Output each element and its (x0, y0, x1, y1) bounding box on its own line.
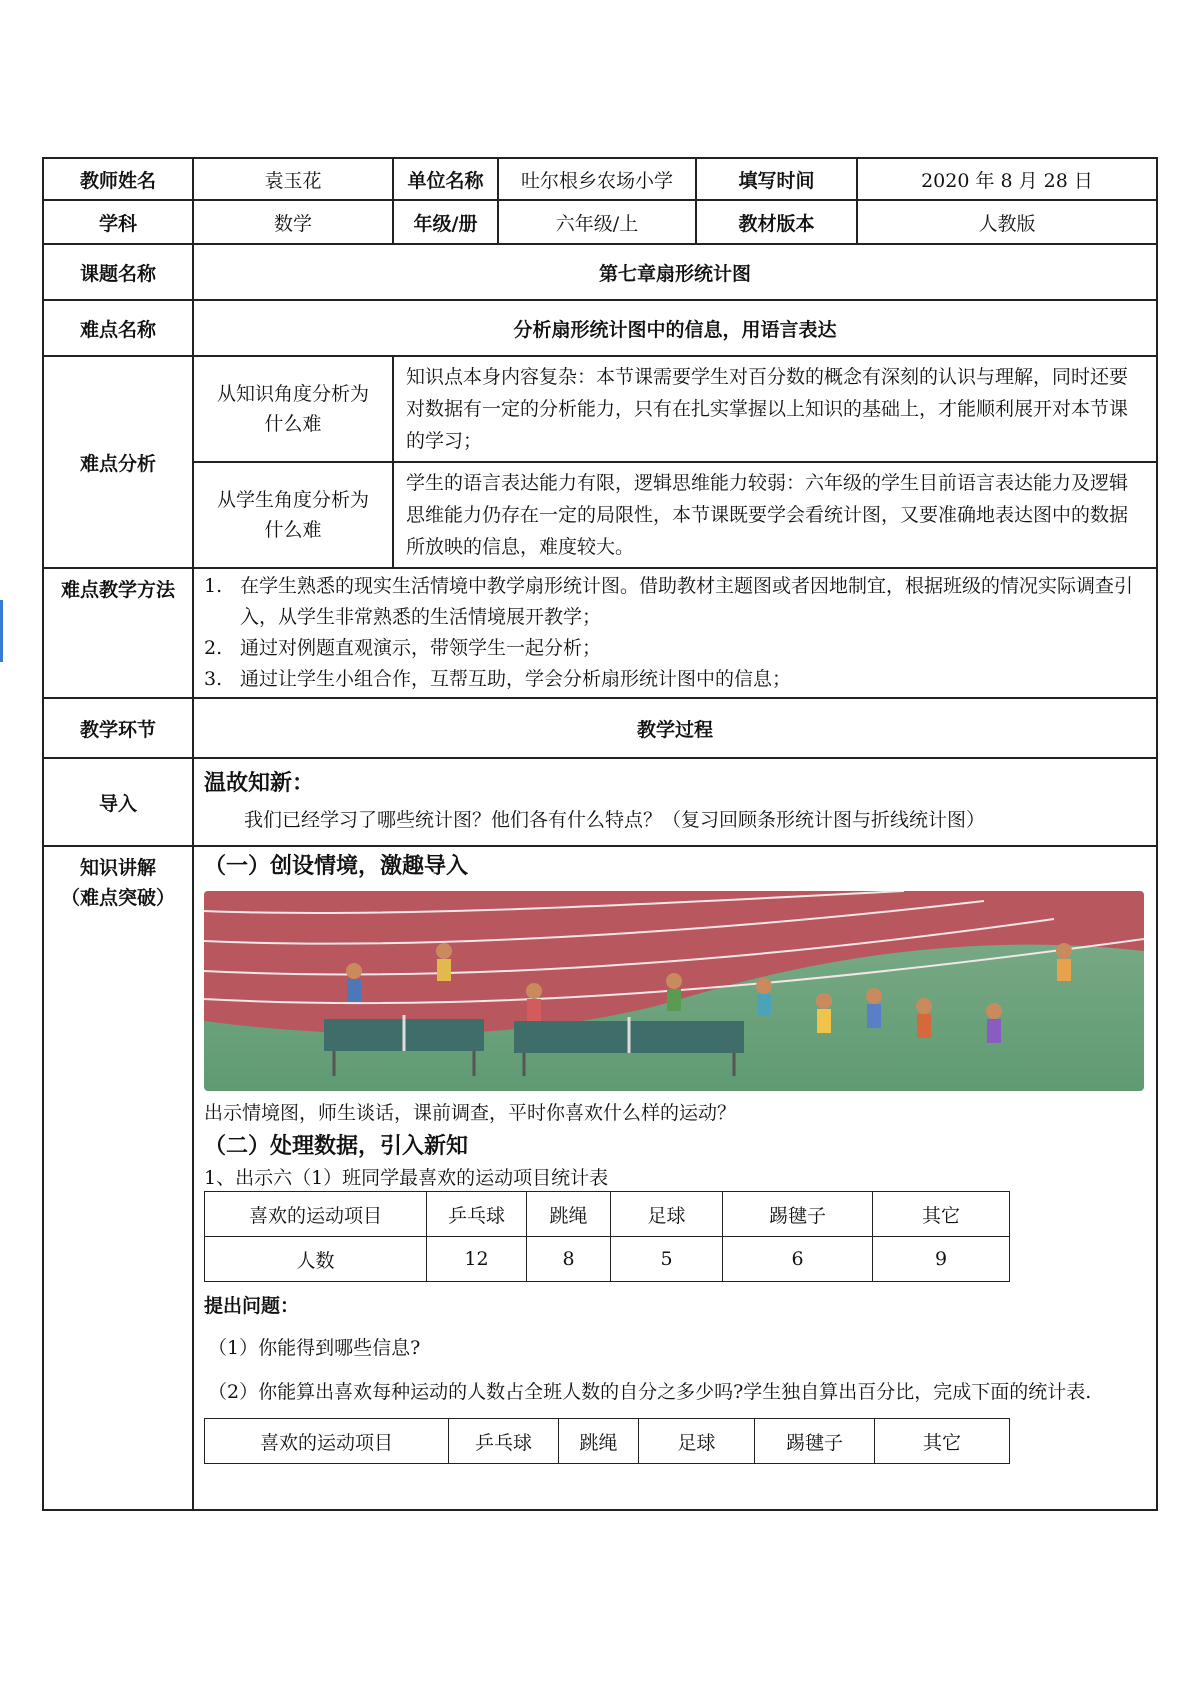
lesson-plan-table (42, 157, 1158, 1511)
analysis-row-student (43, 462, 1157, 568)
method-text-1: 在学生熟悉的现实生活情境中教学扇形统计图。借助教材主题图或者因地制宜，根据班级的情况实际调查引入，从学生非常熟悉的生活情境展开教学； (240, 575, 1134, 628)
methods-label: 难点教学方法 (43, 568, 193, 698)
teacher-name: 袁玉花 (193, 158, 393, 200)
sports-count-other: 9 (873, 1237, 1010, 1282)
pct-col-other: 其它 (875, 1419, 1010, 1464)
intro-row (43, 758, 1157, 846)
pct-col-shuttlecock: 踢毽子 (755, 1419, 875, 1464)
lesson-plan-page (42, 157, 1156, 1511)
unit-label: 单位名称 (393, 158, 498, 200)
edition-label: 教材版本 (696, 200, 857, 244)
pct-col-pingpong: 乒乓球 (449, 1419, 559, 1464)
intro-label: 导入 (43, 758, 193, 846)
process-label: 教学过程 (193, 698, 1157, 758)
student-angle-label: 从学生角度分析为什么难 (193, 462, 393, 568)
methods-list (193, 568, 1157, 698)
grade-label: 年级/册 (393, 200, 498, 244)
table-title: 1、出示六（1）班同学最喜欢的运动项目统计表 (204, 1167, 609, 1189)
topic-row (43, 244, 1157, 300)
method-item-1 (204, 571, 1146, 633)
sports-count-jumprope: 8 (527, 1237, 611, 1282)
method-text-2: 通过对例题直观演示，带领学生一起分析； (240, 637, 602, 659)
intro-text: 我们已经学习了哪些统计图？他们各有什么特点？（复习回顾条形统计图与折线统计图） (244, 809, 986, 831)
student-angle-text: 学生的语言表达能力有限，逻辑思维能力较弱：六年级的学生目前语言表达能力及逻辑思维能力仍存在一定的局限性，本节课既要学会看统计图，又要准确地表达图中的数据所放映的信息，难度较大。 (393, 462, 1157, 568)
sports-col-pingpong: 乒乓球 (427, 1192, 527, 1237)
question-1: （1）你能得到哪些信息? (208, 1337, 421, 1359)
fill-date: 2020 年 8 月 28 日 (857, 158, 1157, 200)
sports-table-row (205, 1237, 1010, 1282)
topic-value: 第七章扇形统计图 (193, 244, 1157, 300)
subject-value: 数学 (193, 200, 393, 244)
lecture-label (43, 846, 193, 1510)
sports-preference-table (204, 1191, 1010, 1282)
method-text-3: 通过让学生小组合作，互帮互助，学会分析扇形统计图中的信息； (240, 668, 792, 690)
lecture-label-line2: （难点突破） (60, 887, 175, 909)
difficulty-label: 难点名称 (43, 300, 193, 356)
illustration-caption: 出示情境图，师生谈话，课前调查，平时你喜欢什么样的运动？ (204, 1102, 737, 1124)
question-2: （2）你能算出喜欢每种运动的人数占全班人数的自分之多少吗?学生独自算出百分比，完成下面的统计表. (208, 1381, 1092, 1403)
lecture-label-line1: 知识讲解 (79, 857, 156, 879)
method-num-1: 1. (204, 575, 223, 597)
sports-table-header (205, 1192, 1010, 1237)
header-row-2 (43, 200, 1157, 244)
analysis-label: 难点分析 (43, 356, 193, 568)
pct-col-item: 喜欢的运动项目 (205, 1419, 449, 1464)
percentage-table (204, 1418, 1010, 1464)
knowledge-angle-text: 知识点本身内容复杂：本节课需要学生对百分数的概念有深刻的认识与理解，同时还要对数据有一定的分析能力，只有在扎实掌握以上知识的基础上，才能顺利展开对本节课的学习； (393, 356, 1157, 462)
sports-col-item: 喜欢的运动项目 (205, 1192, 427, 1237)
lecture-content (193, 846, 1157, 1510)
methods-row (43, 568, 1157, 698)
pct-col-football: 足球 (639, 1419, 755, 1464)
page-edge-mark (0, 600, 3, 662)
difficulty-row (43, 300, 1157, 356)
sports-col-shuttlecock: 踢毽子 (723, 1192, 873, 1237)
unit-name: 吐尔根乡农场小学 (498, 158, 696, 200)
method-num-3: 3. (204, 668, 223, 690)
edition-value: 人教版 (857, 200, 1157, 244)
process-stage-label: 教学环节 (43, 698, 193, 758)
subject-label: 学科 (43, 200, 193, 244)
intro-heading: 温故知新： (204, 771, 315, 796)
method-item-3 (204, 664, 1146, 695)
difficulty-value: 分析扇形统计图中的信息，用语言表达 (193, 300, 1157, 356)
analysis-row-knowledge (43, 356, 1157, 462)
intro-content (193, 758, 1157, 846)
header-row-1 (43, 158, 1157, 200)
knowledge-angle-label: 从知识角度分析为什么难 (193, 356, 393, 462)
sports-count-pingpong: 12 (427, 1237, 527, 1282)
section-2-heading: （二）处理数据，引入新知 (204, 1134, 469, 1159)
sports-col-jumprope: 跳绳 (527, 1192, 611, 1237)
section-1-heading: （一）创设情境，激趣导入 (204, 854, 469, 879)
sports-field-image (204, 891, 1144, 1091)
sports-count-football: 5 (611, 1237, 723, 1282)
grade-value: 六年级/上 (498, 200, 696, 244)
method-num-2: 2. (204, 637, 223, 659)
topic-label: 课题名称 (43, 244, 193, 300)
pct-col-jumprope: 跳绳 (559, 1419, 639, 1464)
date-label: 填写时间 (696, 158, 857, 200)
lecture-row (43, 846, 1157, 1510)
sports-row-label: 人数 (205, 1237, 427, 1282)
question-label: 提出问题： (204, 1295, 300, 1317)
teacher-label: 教师姓名 (43, 158, 193, 200)
sports-count-shuttlecock: 6 (723, 1237, 873, 1282)
percentage-table-header (205, 1419, 1010, 1464)
process-header-row (43, 698, 1157, 758)
sports-col-other: 其它 (873, 1192, 1010, 1237)
sports-field-illustration (204, 891, 1144, 1091)
sports-col-football: 足球 (611, 1192, 723, 1237)
method-item-2 (204, 633, 1146, 664)
